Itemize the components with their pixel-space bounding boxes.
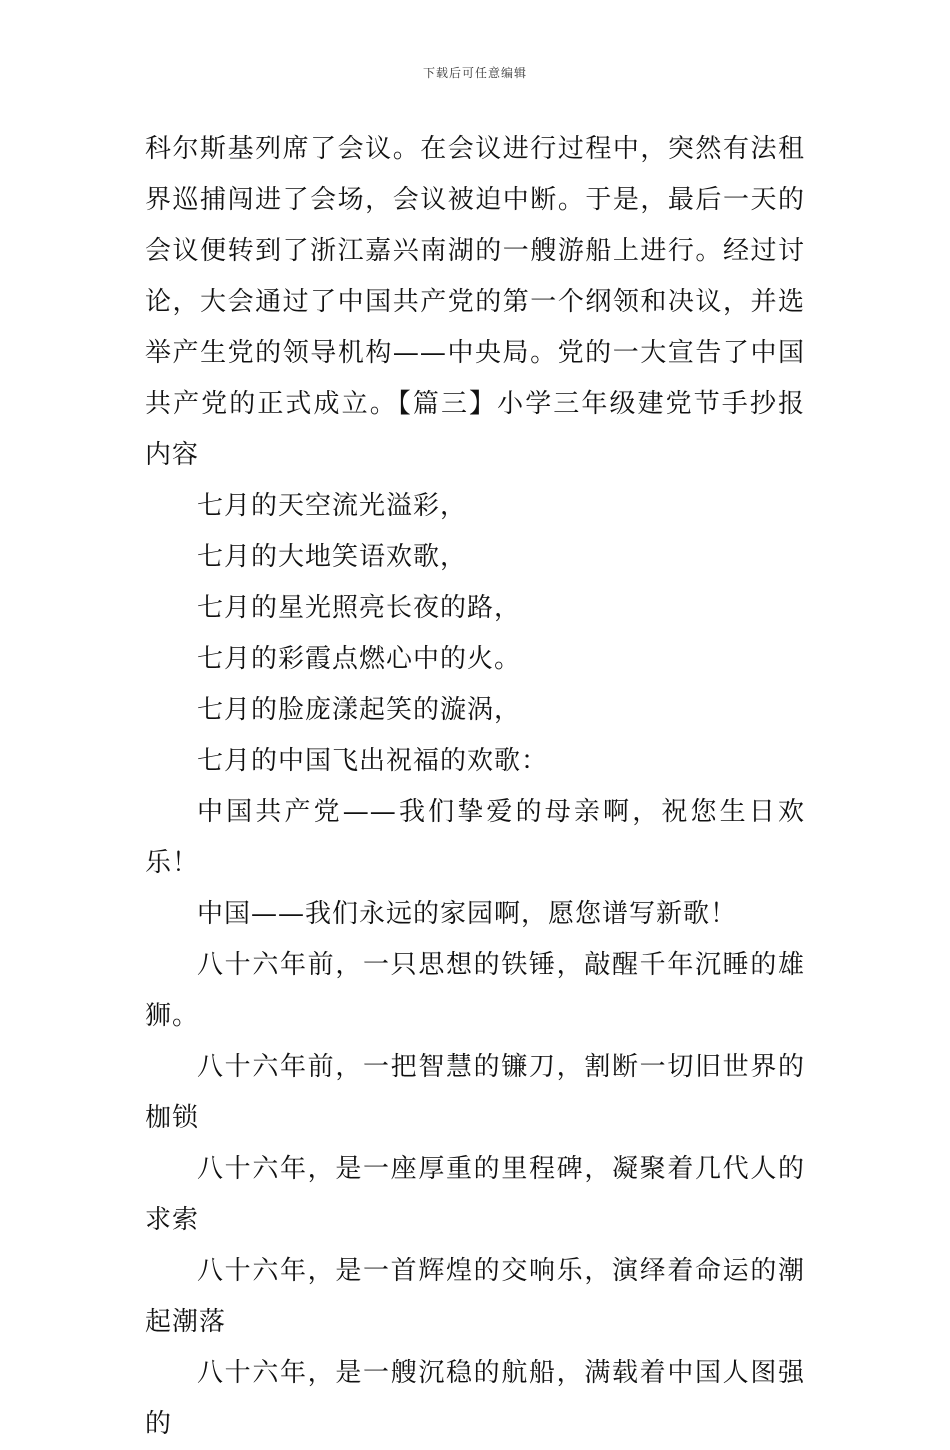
paragraph: 八十六年，是一座厚重的里程碑，凝聚着几代人的求索 [145, 1154, 805, 1235]
paragraph: 七月的中国飞出祝福的欢歌： [197, 746, 549, 776]
paragraph: 中国共产党——我们挚爱的母亲啊，祝您生日欢乐！ [145, 797, 805, 878]
paragraph: 七月的彩霞点燃心中的火。 [197, 644, 522, 674]
paragraph: 七月的脸庞漾起笑的漩涡， [197, 695, 522, 725]
paragraph: 八十六年前，一把智慧的镰刀，割断一切旧世界的枷锁 [145, 1052, 805, 1133]
document-body [145, 124, 805, 1450]
paragraph: 中国——我们永远的家园啊，愿您谱写新歌！ [197, 899, 738, 929]
paragraph: 八十六年，是一首辉煌的交响乐，演绎着命运的潮起潮落 [145, 1256, 805, 1337]
page-header-note: 下载后可任意编辑 [422, 66, 527, 80]
paragraph: 七月的天空流光溢彩， [197, 491, 468, 521]
paragraph: 科尔斯基列席了会议。在会议进行过程中，突然有法租界巡捕闯进了会场，会议被迫中断。于是，最后一天的会议便转到了浙江嘉兴南湖的一艘游船上进行。经过讨论，大会通过了中国共产党的第一个纲领和决议，并选举产生党的领导机构——中央局。党的一大宣告了中国共产党的正式成立。【篇三】小学三年级建党节手抄报内容 [145, 134, 805, 470]
paragraph: 八十六年前，一只思想的铁锤，敲醒千年沉睡的雄狮。 [145, 950, 805, 1031]
paragraph: 七月的星光照亮长夜的路， [197, 593, 522, 623]
paragraph: 七月的大地笑语欢歌， [197, 542, 468, 572]
paragraph: 八十六年，是一艘沉稳的航船，满载着中国人图强的 [145, 1358, 805, 1439]
